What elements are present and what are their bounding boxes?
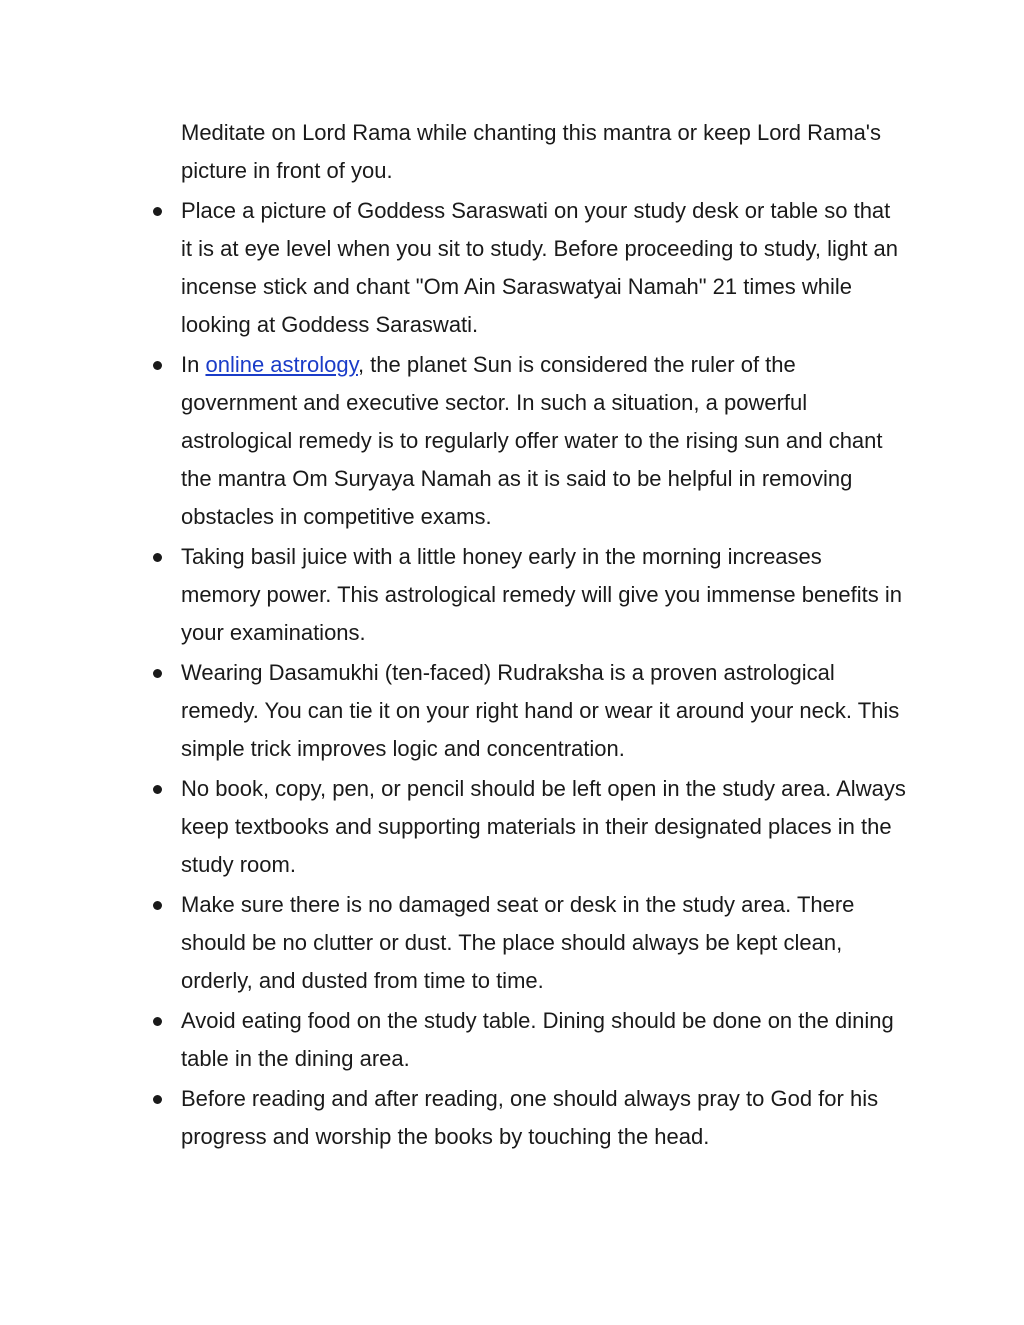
list-item-books bbox=[181, 770, 906, 884]
list-item-text: Taking basil juice with a little honey early in the morning increases memory power. This astrological remedy will give you immense benefits in your examinations. bbox=[181, 544, 902, 645]
list-item-text: Place a picture of Goddess Saraswati on your study desk or table so that it is at eye level when you sit to study. Before proceeding to study, light an incense stick and chant "Om Ain Saraswatyai Namah" 21 times while looking at Goddess Saraswati. bbox=[181, 198, 899, 337]
intro-paragraph: Meditate on Lord Rama while chanting this mantra or keep Lord Rama's picture in front of you. bbox=[181, 120, 882, 183]
online-astrology-link[interactable]: online astrology bbox=[205, 352, 358, 377]
list-item-suffix: , the planet Sun is considered the ruler of the government and executive sector. In such a situation, a powerful astrological remedy is to regularly offer water to the rising sun and chant the mantra Om Suryaya Namah as it is said to be helpful in removing obstacles in competitive exams. bbox=[181, 352, 883, 529]
list-item-rudraksha bbox=[181, 654, 906, 768]
bullet-icon bbox=[153, 901, 162, 910]
bullet-icon bbox=[153, 669, 162, 678]
list-item-text: Make sure there is no damaged seat or desk in the study area. There should be no clutter or dust. The place should always be kept clean, orderly, and dusted from time to time. bbox=[181, 892, 855, 993]
bullet-icon bbox=[153, 1017, 162, 1026]
list-item-text: Wearing Dasamukhi (ten-faced) Rudraksha is a proven astrological remedy. You can tie it on your right hand or wear it around your neck. This simple trick improves logic and concentration. bbox=[181, 660, 900, 761]
list-item-food bbox=[181, 1002, 906, 1078]
bullet-icon bbox=[153, 361, 162, 370]
list-item-pray bbox=[181, 1080, 906, 1156]
bullet-icon bbox=[153, 1095, 162, 1104]
list-item-basil bbox=[181, 538, 906, 652]
list-item-sun bbox=[181, 346, 906, 536]
list-item-prefix: In bbox=[181, 352, 206, 377]
bullet-icon bbox=[153, 207, 162, 216]
list-item-saraswati bbox=[181, 192, 906, 344]
bullet-icon bbox=[153, 553, 162, 562]
list-item-text: Before reading and after reading, one should always pray to God for his progress and worship the books by touching the head. bbox=[181, 1086, 879, 1149]
list-item-text: No book, copy, pen, or pencil should be left open in the study area. Always keep textbooks and supporting materials in their designated places in the study room. bbox=[181, 776, 906, 877]
list-item-seat bbox=[181, 886, 906, 1000]
list-item-text: Avoid eating food on the study table. Dining should be done on the dining table in the dining area. bbox=[181, 1008, 894, 1071]
bullet-icon bbox=[153, 785, 162, 794]
document-body bbox=[181, 114, 906, 1158]
